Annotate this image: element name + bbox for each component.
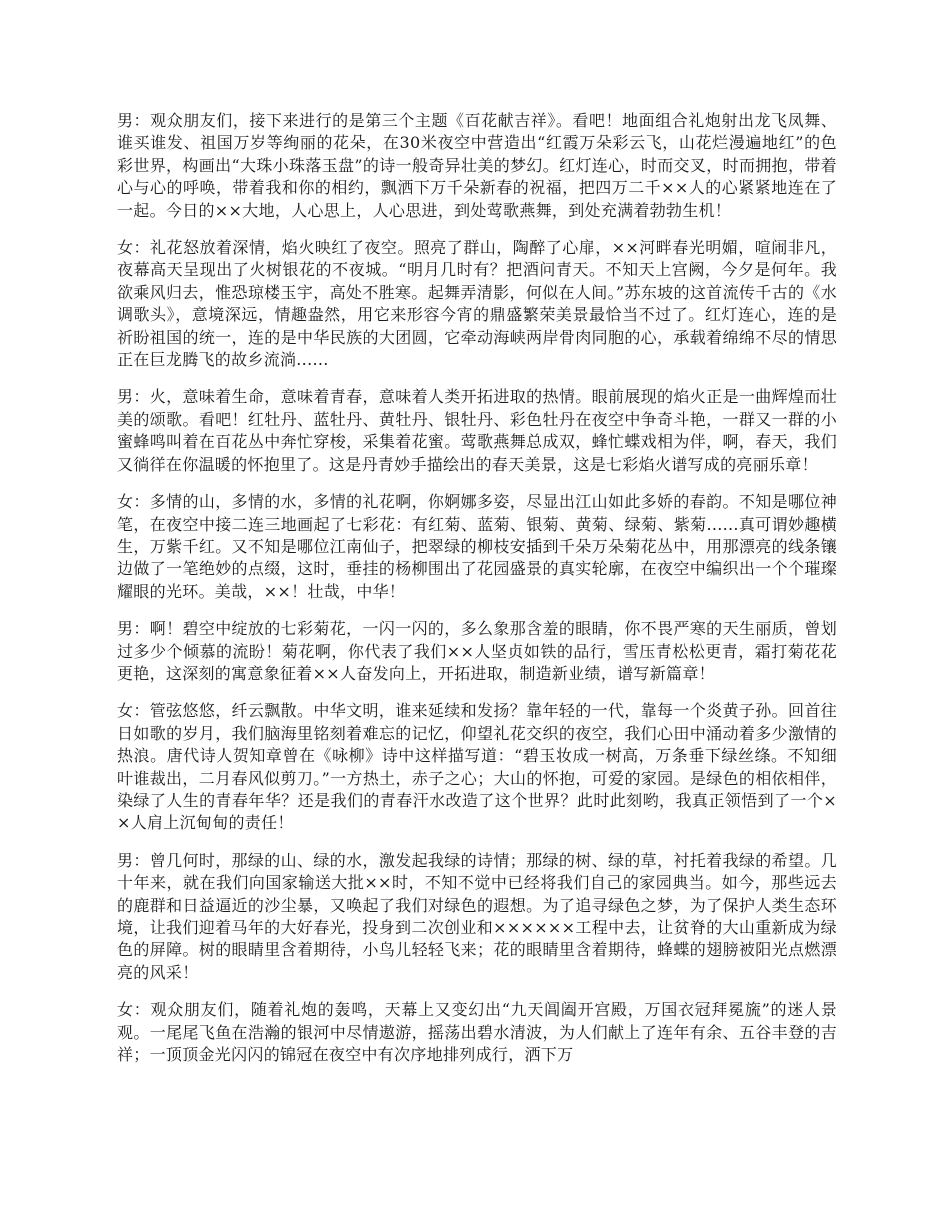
paragraph-female-closing-scene: 女：观众朋友们，随着礼炮的轰鸣，天幕上又变幻出“九天阊阖开宫殿，万国衣冠拜冕旒”的迷人景观。一尾尾飞鱼在浩瀚的银河中尽情遨游，摇荡出碧水清波，为人们献上了连年有余、五谷丰登的吉祥；一顶顶金光闪闪的锦冠在夜空中有次序地排列成行，洒下万 (117, 1000, 837, 1065)
paragraph-male-fire-life: 男：火，意味着生命，意味着青春，意味着人类开拓进取的热情。眼前展现的焰火正是一曲辉煌而壮美的颂歌。看吧！红牡丹、蓝牡丹、黄牡丹、银牡丹、彩色牡丹在夜空中争奇斗艳，一群又一群的小蜜蜂鸣叫着在百花丛中奔忙穿梭，采集着花蜜。莺歌燕舞总成双，蜂忙蝶戏相为伴，啊，春天，我们又徜徉在你温暖的怀抱里了。这是丹青妙手描绘出的春天美景，这是七彩焰火谱写成的亮丽乐章！ (117, 387, 837, 474)
paragraph-female-chinese-civilization: 女：管弦悠悠，纤云飘散。中华文明，谁来延续和发扬？靠年轻的一代，靠每一个炎黄子孙。回首往日如歌的岁月，我们脑海里铭刻着难忘的记忆，仰望礼花交织的夜空，我们心田中涌动着多少激情的热浪。唐代诗人贺知章曾在《咏柳》诗中这样描写道：“碧玉妆成一树高，万条垂下绿丝绦。不知细叶谁裁出，二月春风似剪刀。”一方热土，赤子之心；大山的怀抱，可爱的家园。是绿色的相依相伴，染绿了人生的青春年华？还是我们的青春汗水改造了这个世界？此时此刻哟，我真正领悟到了一个××人肩上沉甸甸的责任！ (117, 701, 837, 833)
paragraph-male-green-dream: 男：曾几何时，那绿的山、绿的水，激发起我绿的诗情；那绿的树、绿的草，衬托着我绿的希望。几十年来，就在我们向国家输送大批××时，不知不觉中已经将我们自己的家园典当。如今，那些远去的鹿群和日益逼近的沙尘暴，又唤起了我们对绿色的遐想。为了追寻绿色之梦，为了保护人类生态环境，让我们迎着马年的大好春光，投身到二次创业和××××××工程中去，让贫脊的大山重新成为绿色的屏障。树的眼睛里含着期待，小鸟儿轻轻飞来；花的眼睛里含着期待，蜂蝶的翅膀被阳光点燃漂亮的风采！ (117, 850, 837, 982)
paragraph-male-theme-intro: 男：观众朋友们，接下来进行的是第三个主题《百花献吉祥》。看吧！地面组合礼炮射出龙飞凤舞、谁买谁发、祖国万岁等绚丽的花朵，在30米夜空中营造出“红霞万朵彩云飞，山花烂漫遍地红”的色彩世界，构画出“大珠小珠落玉盘”的诗一般奇异壮美的梦幻。红灯连心，时而交叉，时而拥抱，带着心与心的呼唤，带着我和你的相约，飘洒下万千朵新春的祝福，把四万二千××人的心紧紧地连在了一起。今日的××大地，人心思上，人心思进，到处莺歌燕舞，到处充满着勃勃生机！ (117, 111, 837, 220)
paragraph-female-chrysanthemums: 女：多情的山，多情的水，多情的礼花啊，你婀娜多姿，尽显出江山如此多娇的春韵。不知是哪位神笔，在夜空中接二连三地画起了七彩花：有红菊、蓝菊、银菊、黄菊、绿菊、紫菊......真可谓妙趣横生，万紫千红。又不知是哪位江南仙子，把翠绿的柳枝安插到千朵万朵菊花丛中，用那漂亮的线条镶边做了一笔绝妙的点缀，这时，垂挂的杨柳围出了花园盛景的真实轮廓，在夜空中编织出一个个璀璨耀眼的光环。美哉，××！壮哉，中华！ (117, 492, 837, 601)
paragraph-male-seven-color-chrysanthemum: 男：啊！碧空中绽放的七彩菊花，一闪一闪的，多么象那含羞的眼睛，你不畏严寒的天生丽质，曾划过多少个倾慕的流盼！菊花啊，你代表了我们××人坚贞如铁的品行，雪压青松松更青，霜打菊花花更艳，这深刻的寓意象征着××人奋发向上，开拓进取，制造新业绩，谱写新篇章！ (117, 619, 837, 683)
paragraph-female-fireworks-night: 女：礼花怒放着深情，焰火映红了夜空。照亮了群山，陶醉了心扉，××河畔春光明媚，喧闹非凡，夜幕高天呈现出了火树银花的不夜城。“明月几时有？把酒问青天。不知天上宫阙，今夕是何年。我欲乘风归去，惟恐琼楼玉宇，高处不胜寒。起舞弄清影，何似在人间。”苏东坡的这首流传千古的《水调歌头》，意境深远，情趣盎然，用它来形容今宵的鼎盛繁荣美景最恰当不过了。红灯连心，连的是祈盼祖国的统一，连的是中华民族的大团圆，它牵动海峡两岸骨肉同胞的心，承载着绵绵不尽的情思正在巨龙腾飞的故乡流淌...... (117, 238, 837, 370)
document-body (117, 110, 837, 1081)
